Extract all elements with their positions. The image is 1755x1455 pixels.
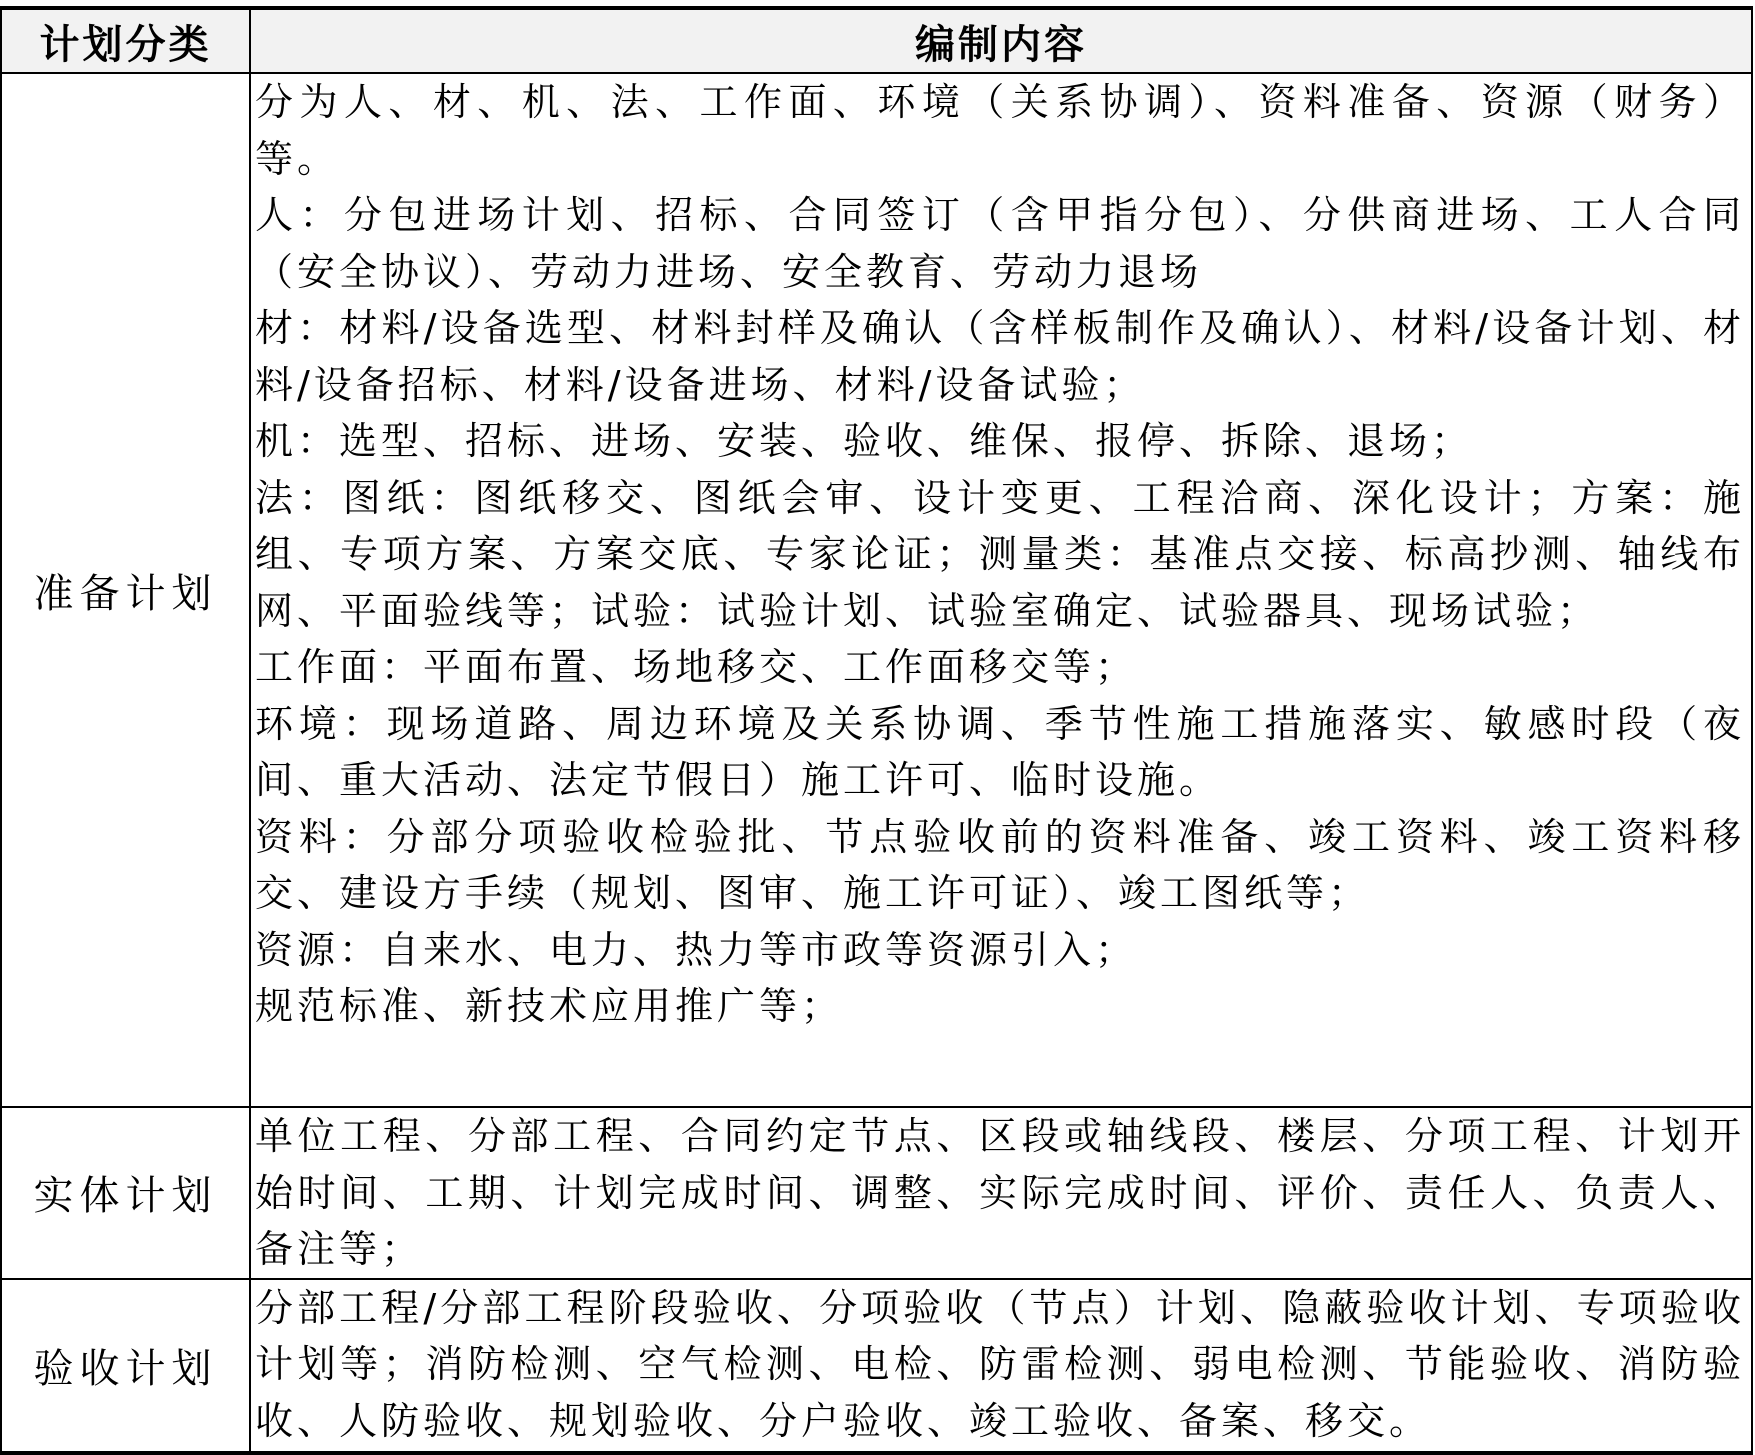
- content-paragraph: 单位工程、分部工程、合同约定节点、区段或轴线段、楼层、分项工程、计划开始时间、工期、计划完成时间、调整、实际完成时间、评价、责任人、负责人、备注等；: [255, 1114, 1745, 1271]
- content-paragraph: 环境：现场道路、周边环境及关系协调、季节性施工措施落实、敏感时段（夜间、重大活动、法定节假日）施工许可、临时设施。: [255, 701, 1745, 802]
- header-content: 编制内容: [250, 8, 1752, 73]
- content-cell: [250, 73, 1752, 1107]
- header-category: 计划分类: [1, 8, 250, 73]
- category-cell: 验收计划: [1, 1279, 250, 1453]
- content-paragraph: 法：图纸：图纸移交、图纸会审、设计变更、工程洽商、深化设计；方案：施组、专项方案、方案交底、专家论证；测量类：基准点交接、标高抄测、轴线布网、平面验线等；试验：试验计划、试验室确定、试验器具、现场试验；: [255, 475, 1745, 633]
- content-paragraph: 机：选型、招标、进场、安装、验收、维保、报停、拆除、退场；: [255, 419, 1474, 463]
- content-paragraph: 分为人、材、机、法、工作面、环境（关系协调）、资料准备、资源（财务）等。: [255, 80, 1745, 181]
- header-row: [1, 8, 1752, 73]
- content-paragraph: 分部工程/分部工程阶段验收、分项验收（节点）计划、隐蔽验收计划、专项验收计划等；消防检测、空气检测、电检、防雷检测、弱电检测、节能验收、消防验收、人防验收、规划验收、分户验收、竣工验收、备案、移交。: [255, 1285, 1745, 1443]
- content-paragraph: 人：分包进场计划、招标、合同签订（含甲指分包）、分供商进场、工人合同（安全协议）、劳动力进场、安全教育、劳动力退场: [255, 193, 1745, 294]
- content-paragraph: 资源：自来水、电力、热力等市政等资源引入；: [255, 927, 1138, 972]
- content-paragraph: 规范标准、新技术应用推广等；: [255, 984, 844, 1028]
- content-cell: [250, 1279, 1752, 1453]
- category-cell: 实体计划: [1, 1107, 250, 1279]
- plan-table: [0, 6, 1753, 1455]
- category-cell: 准备计划: [1, 73, 250, 1107]
- table-row-preparation: [1, 73, 1752, 1107]
- content-paragraph: 工作面：平面布置、场地移交、工作面移交等；: [255, 645, 1138, 689]
- content-paragraph: 资料：分部分项验收检验批、节点验收前的资料准备、竣工资料、竣工资料移交、建设方手续（规划、图审、施工许可证）、竣工图纸等；: [255, 814, 1745, 915]
- content-paragraph: 材：材料/设备选型、材料封样及确认（含样板制作及确认）、材料/设备计划、材料/设备招标、材料/设备进场、材料/设备试验；: [255, 306, 1745, 407]
- content-cell: [250, 1107, 1752, 1279]
- table-row-entity: [1, 1107, 1752, 1279]
- table-row-acceptance: [1, 1279, 1752, 1453]
